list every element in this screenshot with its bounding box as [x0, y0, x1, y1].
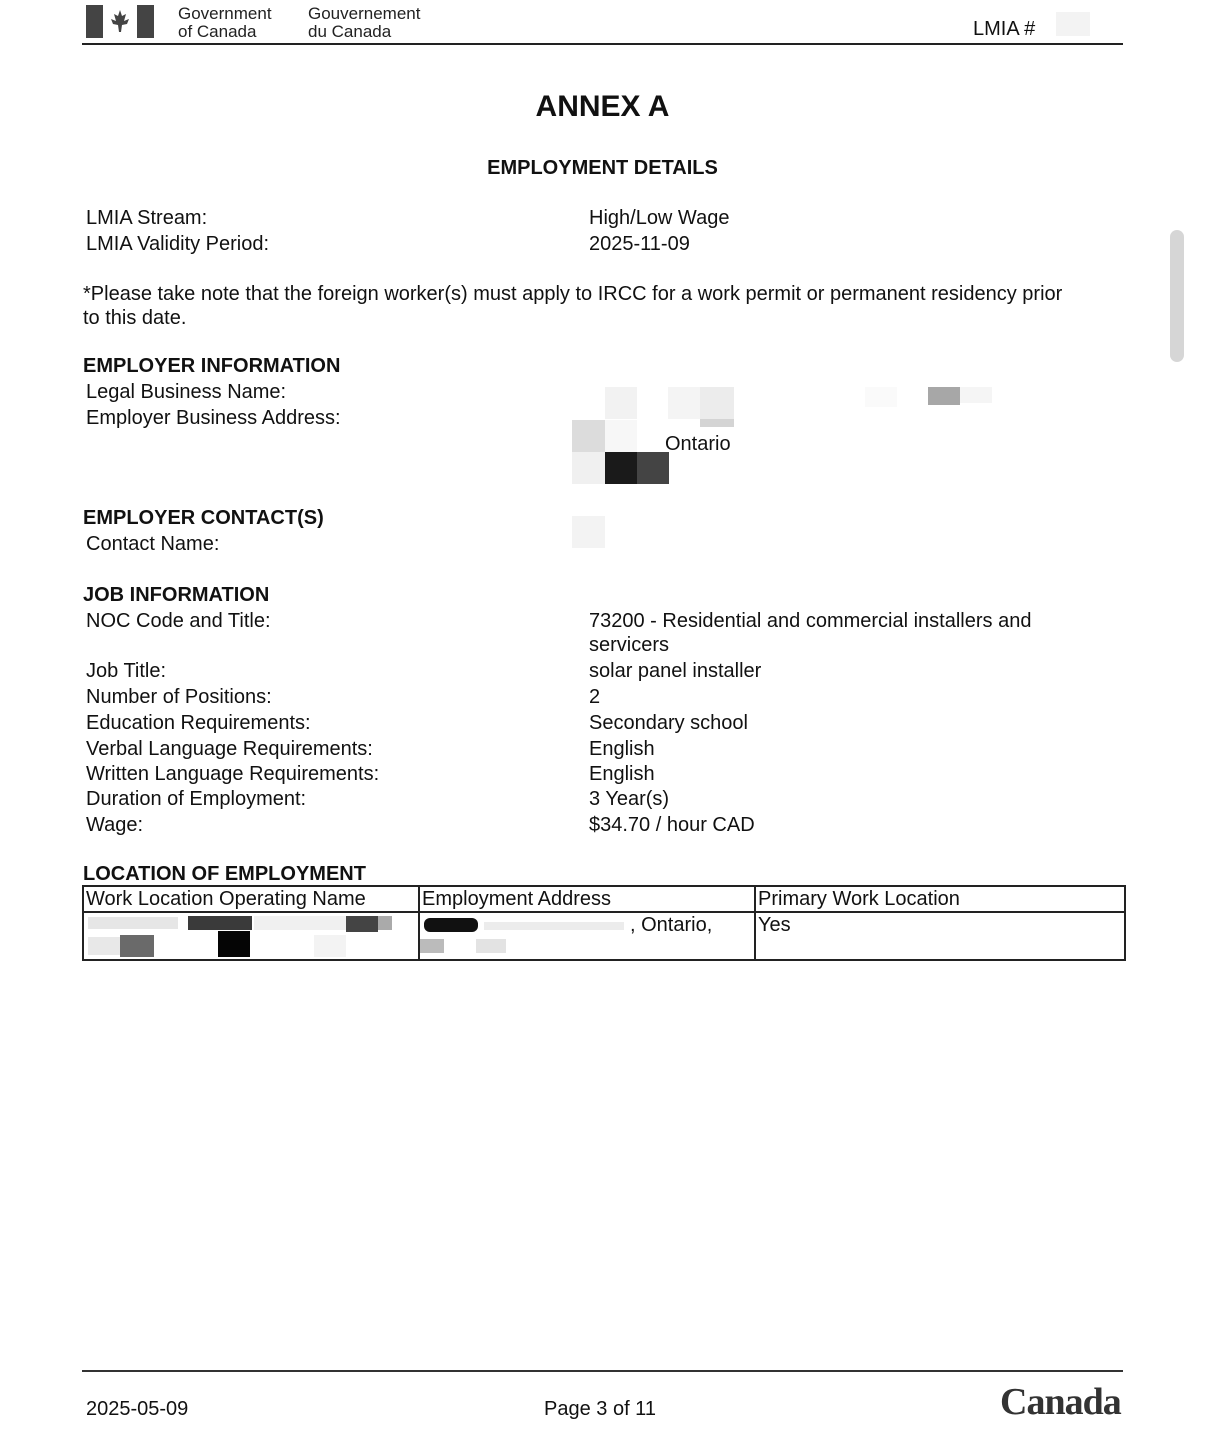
noc-value-line1: 73200 - Residential and commercial installers and	[589, 610, 1032, 632]
location-heading: LOCATION OF EMPLOYMENT	[83, 863, 366, 885]
government-flag-logo	[86, 5, 154, 38]
verbal-language-label: Verbal Language Requirements:	[86, 738, 373, 760]
employment-address-cell	[419, 912, 755, 960]
positions-label: Number of Positions:	[86, 686, 272, 708]
wage-label: Wage:	[86, 814, 144, 836]
column-header-primary: Primary Work Location	[755, 886, 1125, 912]
validity-note-line2: to this date.	[83, 307, 187, 329]
verbal-language-value: English	[589, 738, 655, 760]
redacted-address	[420, 913, 630, 959]
page-title: ANNEX A	[535, 90, 670, 123]
education-label: Education Requirements:	[86, 712, 311, 734]
job-title-value: solar panel installer	[589, 660, 762, 682]
page-subtitle: EMPLOYMENT DETAILS	[487, 157, 718, 179]
validity-note-line1: *Please take note that the foreign worker(s) must apply to IRCC for a work permit or permanent residency prior	[83, 283, 1063, 305]
legal-business-name-label: Legal Business Name:	[86, 381, 287, 403]
gov-fr-line2: du Canada	[308, 22, 392, 41]
redacted-contact-name	[572, 516, 605, 548]
duration-label: Duration of Employment:	[86, 788, 307, 810]
employer-address-label: Employer Business Address:	[86, 407, 341, 429]
written-language-label: Written Language Requirements:	[86, 763, 380, 785]
positions-value: 2	[589, 686, 601, 708]
canada-wordmark-text: Canada	[1000, 1381, 1121, 1423]
gov-en-line2: of Canada	[178, 22, 257, 41]
lmia-number-label: LMIA #	[973, 18, 1036, 40]
job-title-label: Job Title:	[86, 660, 167, 682]
canada-wordmark	[1000, 1380, 1121, 1424]
redacted-employer-details	[570, 385, 1000, 485]
footer-date: 2025-05-09	[86, 1398, 189, 1420]
table-row	[83, 912, 1125, 960]
wage-value: $34.70 / hour CAD	[589, 814, 755, 836]
lmia-validity-value: 2025-11-09	[589, 233, 690, 255]
lmia-stream-value: High/Low Wage	[589, 207, 730, 229]
gov-en-line1: Government	[178, 4, 272, 23]
contact-name-label: Contact Name:	[86, 533, 220, 555]
employer-province: Ontario	[665, 433, 731, 455]
column-header-address: Employment Address	[419, 886, 755, 912]
lmia-validity-label: LMIA Validity Period:	[86, 233, 270, 255]
vertical-scrollbar-thumb[interactable]	[1170, 230, 1184, 362]
written-language-value: English	[589, 763, 655, 785]
header-divider	[82, 43, 1123, 45]
redacted-lmia-number	[1056, 12, 1090, 36]
employer-info-heading: EMPLOYER INFORMATION	[83, 355, 341, 377]
primary-location-cell: Yes	[755, 912, 1125, 960]
operating-name-cell	[83, 912, 419, 960]
footer-page-number: Page 3 of 11	[544, 1398, 656, 1420]
gov-fr-line1: Gouvernement	[308, 4, 421, 23]
employer-contacts-heading: EMPLOYER CONTACT(S)	[83, 507, 324, 529]
noc-label: NOC Code and Title:	[86, 610, 271, 632]
job-info-heading: JOB INFORMATION	[83, 584, 270, 606]
location-table-header	[83, 886, 1125, 912]
lmia-stream-label: LMIA Stream:	[86, 207, 208, 229]
location-table	[82, 885, 1126, 961]
column-header-operating-name: Work Location Operating Name	[83, 886, 419, 912]
noc-value-line2: servicers	[589, 634, 670, 656]
footer-divider	[82, 1370, 1123, 1372]
redacted-operating-name	[84, 913, 414, 959]
duration-value: 3 Year(s)	[589, 788, 670, 810]
address-province: , Ontario,	[630, 914, 713, 936]
education-value: Secondary school	[589, 712, 748, 734]
